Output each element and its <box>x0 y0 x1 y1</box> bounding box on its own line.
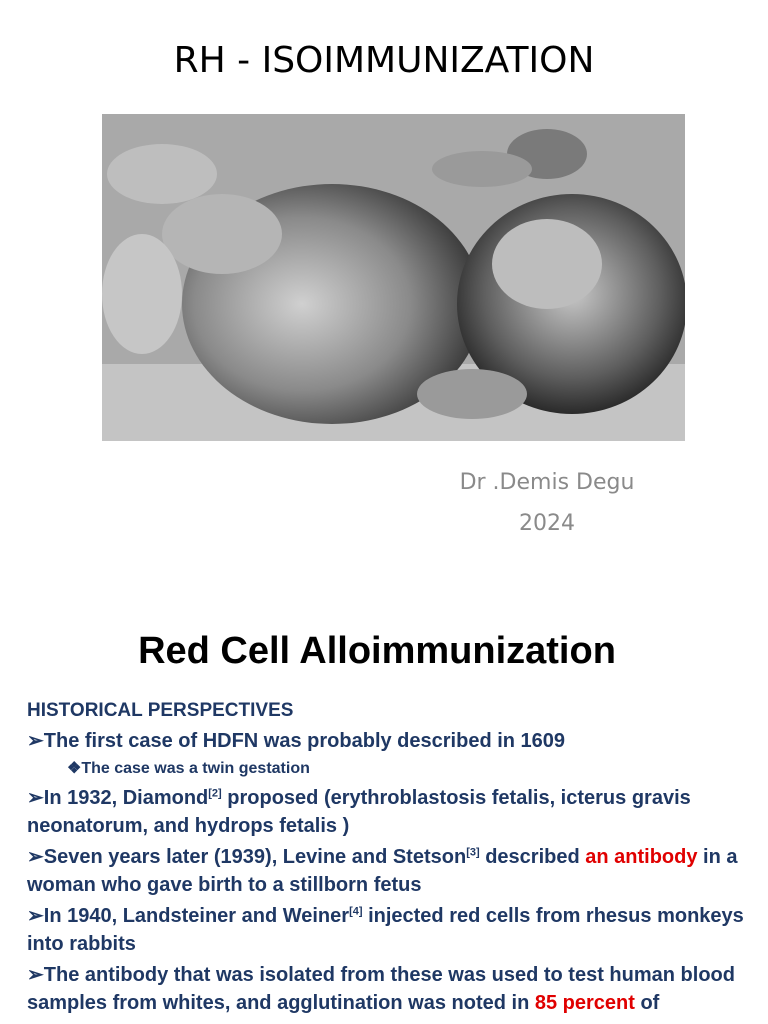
highlight-text: 85 percent <box>534 992 635 1014</box>
citation: [3] <box>466 846 480 859</box>
cover-photo <box>102 114 685 441</box>
bullet-item: ➢Seven years later (1939), Levine and Stetson[3] described an antibody in a woman who gave birth to a stillborn fetus <box>27 846 738 896</box>
bullet-item: ➢The antibody that was isolated from these was used to test human blood samples from whites, and agglutination was noted in 85 percent of <box>27 964 735 1014</box>
citation: [4] <box>349 905 363 918</box>
slide-content <box>27 698 747 1017</box>
author-year: 2024 <box>519 511 575 536</box>
citation: [2] <box>208 787 222 800</box>
arrow-bullet-icon: ➢ <box>27 846 44 868</box>
content-slide <box>0 590 768 1024</box>
arrow-bullet-icon: ➢ <box>27 787 44 809</box>
sub-bullet-item: ❖The case was a twin gestation <box>67 760 310 777</box>
arrow-bullet-icon: ➢ <box>27 905 44 927</box>
arrow-bullet-icon: ➢ <box>27 964 44 986</box>
bullet-item: ➢The first case of HDFN was probably described in 1609 <box>27 730 566 752</box>
bullet-item: ➢In 1940, Landsteiner and Weiner[4] injected red cells from rhesus monkeys into rabbits <box>27 905 744 955</box>
bullet-item: ➢In 1932, Diamond[2] proposed (erythroblastosis fetalis, icterus gravis neonatorum, and hydrops fetalis ) <box>27 787 691 837</box>
arrow-bullet-icon: ➢ <box>27 730 44 752</box>
diamond-bullet-icon: ❖ <box>67 760 82 777</box>
section-heading: HISTORICAL PERSPECTIVES <box>27 700 294 721</box>
slide-title: Red Cell Alloimmunization <box>138 630 616 672</box>
author-block <box>390 462 704 544</box>
slide-title: RH - ISOIMMUNIZATION <box>173 40 595 81</box>
author-name: Dr .Demis Degu <box>459 470 635 495</box>
highlight-text: an antibody <box>585 846 698 868</box>
